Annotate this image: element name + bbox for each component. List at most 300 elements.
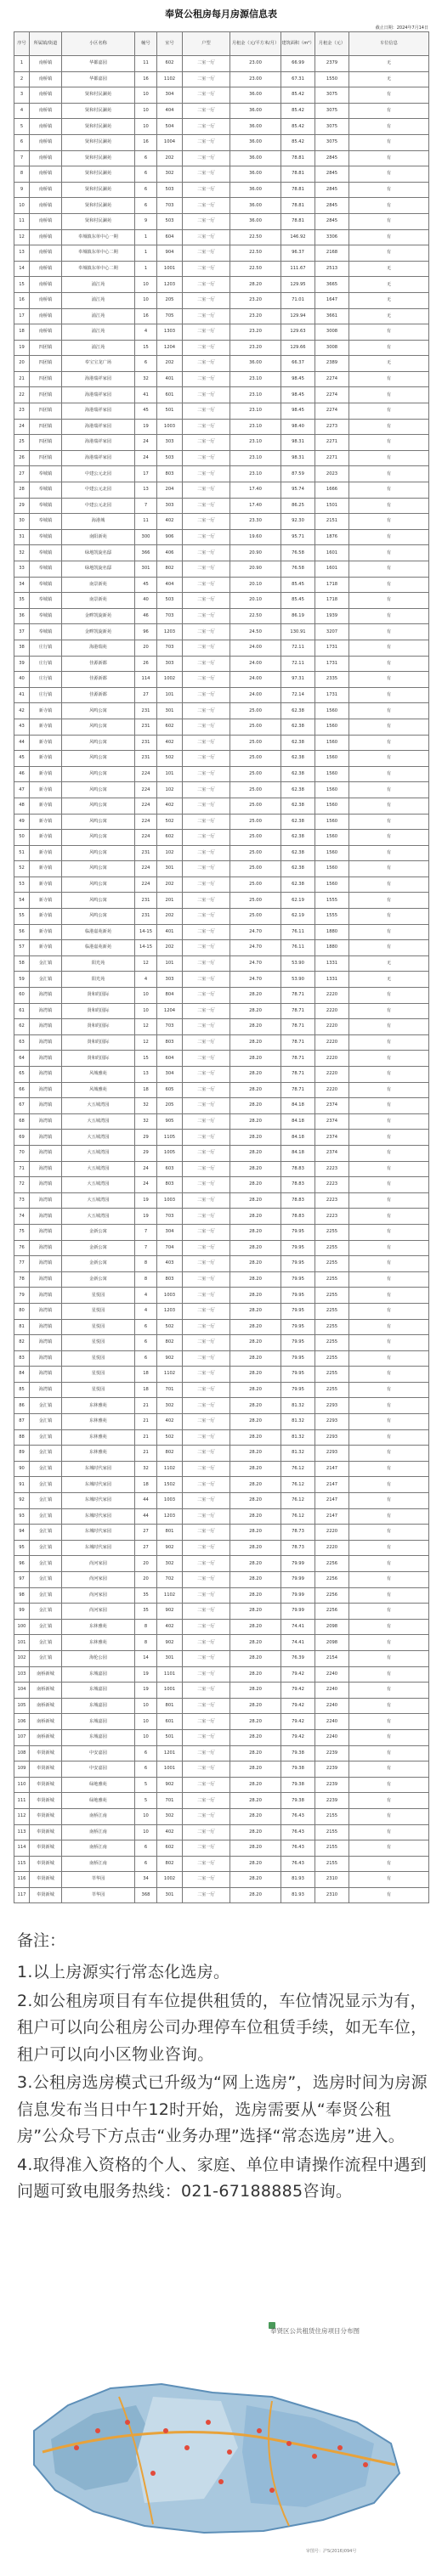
table-cell: 新寺镇 xyxy=(30,782,62,798)
table-cell: 2147 xyxy=(315,1493,349,1509)
table-cell: 502 xyxy=(157,1429,183,1446)
table-row xyxy=(14,1745,429,1761)
table-cell: 尚河家园 xyxy=(62,1572,135,1588)
table-cell: 28.20 xyxy=(230,1034,281,1051)
table-cell: 66.37 xyxy=(281,356,315,372)
table-cell: 24 xyxy=(135,435,157,451)
table-cell: 奉贤新城 xyxy=(30,1793,62,1809)
table-cell: 116 xyxy=(14,1872,30,1888)
table-cell: 2310 xyxy=(315,1887,349,1903)
table-cell: 东林雅苑 xyxy=(62,1414,135,1430)
table-cell: 2155 xyxy=(315,1824,349,1840)
table-cell: 36 xyxy=(14,608,30,624)
table-cell: 2255 xyxy=(315,1367,349,1383)
table-cell: 金汇镇 xyxy=(30,1414,62,1430)
table-cell: 金汇镇 xyxy=(30,1461,62,1477)
table-row xyxy=(14,877,429,893)
table-cell: 64 xyxy=(14,1051,30,1067)
note-item: 1.以上房源实行常态化选房。 xyxy=(17,1963,230,1981)
table-cell: 20 xyxy=(135,1556,157,1572)
table-cell: 二室一厅 xyxy=(183,1303,230,1319)
table-cell: 海湾镇 xyxy=(30,1271,62,1288)
table-cell: 无 xyxy=(349,356,429,372)
table-cell: 53 xyxy=(14,877,30,893)
table-cell: 28.20 xyxy=(230,1113,281,1130)
table-cell: 有 xyxy=(349,419,429,435)
table-cell: 金汇镇 xyxy=(30,1619,62,1635)
table-cell: 奉城镇东单中心二期 xyxy=(62,245,135,262)
table-row xyxy=(14,703,429,719)
table-cell: 21 xyxy=(14,371,30,387)
table-row xyxy=(14,56,429,72)
table-row xyxy=(14,1414,429,1430)
table-cell: 二室一厅 xyxy=(183,1793,230,1809)
table-cell: 68 xyxy=(14,1113,30,1130)
table-cell: 二室一厅 xyxy=(183,1429,230,1446)
table-cell: 97.31 xyxy=(281,672,315,688)
location-pin-icon xyxy=(218,2479,224,2484)
table-cell: 有 xyxy=(349,103,429,119)
table-cell: 6 xyxy=(135,150,157,166)
table-cell: 奉贤新城 xyxy=(30,1808,62,1824)
table-cell: 18 xyxy=(135,1477,157,1493)
table-cell: 海湾镇 xyxy=(30,1177,62,1193)
table-cell: 18 xyxy=(14,324,30,341)
table-cell: 二室一厅 xyxy=(183,514,230,530)
table-cell: 28.20 xyxy=(230,1240,281,1256)
table-cell: 南桥江南 xyxy=(62,1824,135,1840)
table-cell: 海湾镇 xyxy=(30,1240,62,1256)
table-cell: 2220 xyxy=(315,1067,349,1083)
table-cell: 金汇镇 xyxy=(30,1525,62,1541)
table-row xyxy=(14,1382,429,1398)
table-cell: 79.95 xyxy=(281,1271,315,1288)
table-cell: 74.41 xyxy=(281,1635,315,1651)
table-cell: 1331 xyxy=(315,955,349,972)
table-cell: 79.95 xyxy=(281,1240,315,1256)
table-cell: 风鸣公寓 xyxy=(62,751,135,767)
table-cell: 有 xyxy=(349,1319,429,1335)
table-row xyxy=(14,1572,429,1588)
table-cell: 98.31 xyxy=(281,450,315,466)
table-cell: 23.10 xyxy=(230,419,281,435)
table-cell: 11 xyxy=(135,514,157,530)
table-cell: 贤和村民澜苑 xyxy=(62,166,135,183)
table-cell: 奉城镇 xyxy=(30,624,62,640)
table-cell: 906 xyxy=(157,529,183,545)
table-row xyxy=(14,387,429,403)
table-cell: 奉宝宝龙广场 xyxy=(62,356,135,372)
table-cell: 231 xyxy=(135,735,157,751)
table-cell: 有 xyxy=(349,1508,429,1525)
table-row xyxy=(14,1256,429,1272)
table-cell: 二室一厅 xyxy=(183,561,230,578)
location-pin-icon xyxy=(227,2449,232,2455)
table-cell: 有 xyxy=(349,1209,429,1225)
table-cell: 6 xyxy=(135,356,157,372)
table-cell: 中建公元北园 xyxy=(62,482,135,499)
table-cell: 1002 xyxy=(157,1872,183,1888)
table-cell: 62.38 xyxy=(281,861,315,877)
table-cell: 26 xyxy=(135,656,157,672)
table-cell: 81 xyxy=(14,1319,30,1335)
table-cell: 大五城湾园 xyxy=(62,1192,135,1209)
table-cell: 231 xyxy=(135,751,157,767)
table-cell: 二室一厅 xyxy=(183,861,230,877)
table-cell: 有 xyxy=(349,988,429,1004)
table-cell: 23.10 xyxy=(230,371,281,387)
table-cell: 二室一厅 xyxy=(183,1856,230,1872)
table-cell: 2256 xyxy=(315,1587,349,1604)
table-cell: 304 xyxy=(157,87,183,104)
table-cell: 南桥镇 xyxy=(30,166,62,183)
table-cell: 奉城镇 xyxy=(30,529,62,545)
table-cell: 二室一厅 xyxy=(183,1714,230,1730)
table-cell: 10 xyxy=(135,292,157,308)
table-cell: 25.00 xyxy=(230,845,281,861)
table-cell: 36.00 xyxy=(230,119,281,135)
table-cell: 二室一厅 xyxy=(183,924,230,940)
table-cell: 东林雅苑 xyxy=(62,1398,135,1414)
table-row xyxy=(14,782,429,798)
table-cell: 28.20 xyxy=(230,1350,281,1367)
table-cell: 二室一厅 xyxy=(183,1493,230,1509)
table-cell: 海湾镇 xyxy=(30,988,62,1004)
table-cell: 71 xyxy=(14,1161,30,1177)
table-cell: 2255 xyxy=(315,1382,349,1398)
table-cell: 1560 xyxy=(315,703,349,719)
table-cell: 二室一厅 xyxy=(183,1872,230,1888)
table-cell: 802 xyxy=(157,1335,183,1351)
table-cell: 东林雅苑 xyxy=(62,1429,135,1446)
table-cell: 金新公寓 xyxy=(62,1256,135,1272)
table-cell: 二室一厅 xyxy=(183,1098,230,1114)
table-cell: 2274 xyxy=(315,403,349,420)
table-cell: 金汇镇 xyxy=(30,1477,62,1493)
table-cell: 3075 xyxy=(315,87,349,104)
table-cell: 28.20 xyxy=(230,1461,281,1477)
table-row xyxy=(14,403,429,420)
table-cell: 1204 xyxy=(157,340,183,356)
table-cell: 二室一厅 xyxy=(183,1683,230,1699)
table-row xyxy=(14,1319,429,1335)
table-cell: 有 xyxy=(349,1303,429,1319)
table-cell: 56 xyxy=(14,924,30,940)
table-cell: 奉城镇 xyxy=(30,498,62,514)
table-cell: 南桥江南 xyxy=(62,1808,135,1824)
table-row xyxy=(14,419,429,435)
table-cell: 2240 xyxy=(315,1698,349,1714)
table-cell: 802 xyxy=(157,1856,183,1872)
table-cell: 31 xyxy=(14,529,30,545)
table-cell: 东城时代家园 xyxy=(62,1508,135,1525)
table-cell: 28.20 xyxy=(230,1683,281,1699)
table-cell: 13 xyxy=(135,1067,157,1083)
table-cell: 406 xyxy=(157,545,183,561)
table-cell: 28.20 xyxy=(230,1572,281,1588)
table-cell: 73 xyxy=(14,1192,30,1209)
table-cell: 28.20 xyxy=(230,1414,281,1430)
table-cell: 86.19 xyxy=(281,608,315,624)
table-cell: 88 xyxy=(14,1429,30,1446)
table-cell: 二室一厅 xyxy=(183,1319,230,1335)
table-row xyxy=(14,1003,429,1019)
table-cell: 1001 xyxy=(157,1683,183,1699)
table-cell: 301 xyxy=(157,703,183,719)
table-cell: 23.20 xyxy=(230,340,281,356)
table-cell: 4 xyxy=(14,103,30,119)
table-cell: 大五城湾园 xyxy=(62,1177,135,1193)
table-cell: 二室一厅 xyxy=(183,1051,230,1067)
table-cell: 78.81 xyxy=(281,182,315,198)
table-cell: 502 xyxy=(157,751,183,767)
table-cell: 二室一厅 xyxy=(183,1414,230,1430)
table-cell: 2255 xyxy=(315,1319,349,1335)
table-row xyxy=(14,71,429,87)
table-cell: 四团镇 xyxy=(30,387,62,403)
table-cell: 9 xyxy=(14,182,30,198)
table-cell: 有 xyxy=(349,1729,429,1745)
table-row xyxy=(14,1540,429,1556)
table-cell: 有 xyxy=(349,893,429,909)
table-cell: 浦江苑 xyxy=(62,340,135,356)
table-cell: 2255 xyxy=(315,1303,349,1319)
table-cell: 22.50 xyxy=(230,245,281,262)
table-cell: 87 xyxy=(14,1414,30,1430)
table-cell: 84.18 xyxy=(281,1145,315,1161)
table-cell: 2155 xyxy=(315,1856,349,1872)
table-cell: 62.38 xyxy=(281,719,315,735)
table-cell: 66.99 xyxy=(281,56,315,72)
table-cell: 贤和的国际 xyxy=(62,988,135,1004)
table-cell: 72.11 xyxy=(281,640,315,656)
table-cell: 96 xyxy=(14,1556,30,1572)
table-cell: 802 xyxy=(157,561,183,578)
table-cell: 95.74 xyxy=(281,482,315,499)
table-cell: 南桥镇 xyxy=(30,261,62,277)
table-cell: 1102 xyxy=(157,1587,183,1604)
table-cell: 1939 xyxy=(315,608,349,624)
table-cell: 有 xyxy=(349,1192,429,1209)
table-cell: 28.20 xyxy=(230,1714,281,1730)
table-cell: 1876 xyxy=(315,529,349,545)
table-cell: 29 xyxy=(135,1130,157,1146)
table-cell: 96.37 xyxy=(281,245,315,262)
table-cell: 二室一厅 xyxy=(183,1887,230,1903)
table-cell: 大五城湾园 xyxy=(62,1098,135,1114)
table-cell: 有 xyxy=(349,909,429,925)
table-cell: 二室一厅 xyxy=(183,893,230,909)
table-row xyxy=(14,308,429,324)
table-cell: 2255 xyxy=(315,1224,349,1240)
table-cell: 佳源新都 xyxy=(62,656,135,672)
table-cell: 204 xyxy=(157,482,183,499)
table-cell: 81.32 xyxy=(281,1446,315,1462)
table-cell: 有 xyxy=(349,1824,429,1840)
table-cell: 35 xyxy=(14,593,30,609)
table-row xyxy=(14,1698,429,1714)
table-cell: 海湾镇 xyxy=(30,1209,62,1225)
table-cell: 25.00 xyxy=(230,766,281,782)
table-cell: 南桥镇 xyxy=(30,277,62,293)
table-cell: 27 xyxy=(135,1525,157,1541)
table-cell: 74.41 xyxy=(281,1619,315,1635)
table-cell: 40 xyxy=(14,672,30,688)
table-cell: 金汇镇 xyxy=(30,1587,62,1604)
table-cell: 66 xyxy=(14,1082,30,1098)
table-cell: 南桥新城 xyxy=(30,1666,62,1683)
table-cell: 21 xyxy=(135,1414,157,1430)
table-cell: 二室一厅 xyxy=(183,182,230,198)
table-cell: 47 xyxy=(14,782,30,798)
table-cell: 1731 xyxy=(315,687,349,703)
table-row xyxy=(14,1604,429,1620)
table-cell: 海湾镇 xyxy=(30,1288,62,1304)
table-cell: 有 xyxy=(349,1619,429,1635)
table-cell: 98.40 xyxy=(281,419,315,435)
table-cell: 海湾镇 xyxy=(30,1034,62,1051)
table-cell: 19 xyxy=(135,419,157,435)
table-cell: 28.20 xyxy=(230,1477,281,1493)
table-cell: 10 xyxy=(135,103,157,119)
table-cell: 东城嘉园 xyxy=(62,1698,135,1714)
table-cell: 29 xyxy=(135,1145,157,1161)
notes-list xyxy=(17,1959,432,2206)
table-cell: 四团镇 xyxy=(30,340,62,356)
table-cell: 24 xyxy=(135,1177,157,1193)
table-cell: 二室一厅 xyxy=(183,1335,230,1351)
table-cell: 20.90 xyxy=(230,545,281,561)
table-cell: 17 xyxy=(14,308,30,324)
table-cell: 风鸣公寓 xyxy=(62,735,135,751)
table-cell: 19 xyxy=(135,1666,157,1683)
table-cell: 36.00 xyxy=(230,182,281,198)
table-cell: 有 xyxy=(349,545,429,561)
location-pin-icon xyxy=(269,2488,275,2493)
table-row xyxy=(14,119,429,135)
table-cell: 海湾镇 xyxy=(30,1067,62,1083)
table-cell: 有 xyxy=(349,1777,429,1793)
table-cell: 41 xyxy=(14,687,30,703)
table-cell: 二室一厅 xyxy=(183,1808,230,1824)
column-header: 户型 xyxy=(183,32,230,56)
table-cell: 13 xyxy=(135,482,157,499)
table-cell: 有 xyxy=(349,1872,429,1888)
table-cell: 28.20 xyxy=(230,1130,281,1146)
table-cell: 有 xyxy=(349,924,429,940)
table-cell: 23.10 xyxy=(230,450,281,466)
table-cell: 4 xyxy=(135,324,157,341)
table-row xyxy=(14,909,429,925)
table-cell: 2256 xyxy=(315,1556,349,1572)
table-cell: 2147 xyxy=(315,1477,349,1493)
table-cell: 2220 xyxy=(315,1082,349,1098)
table-row xyxy=(14,1477,429,1493)
table-cell: 32 xyxy=(135,1098,157,1114)
table-cell: 有 xyxy=(349,751,429,767)
table-cell: 尚河家园 xyxy=(62,1587,135,1604)
table-cell: 有 xyxy=(349,1098,429,1114)
table-cell: 101 xyxy=(157,687,183,703)
table-cell: 40 xyxy=(135,593,157,609)
table-row xyxy=(14,1288,429,1304)
table-cell: 大五城湾园 xyxy=(62,1113,135,1130)
table-cell: 二室一厅 xyxy=(183,1082,230,1098)
table-cell: 602 xyxy=(157,830,183,846)
table-cell: 2374 xyxy=(315,1145,349,1161)
table-row xyxy=(14,924,429,940)
table-cell: 1003 xyxy=(157,1493,183,1509)
table-cell: 奉城镇东单中心二期 xyxy=(62,261,135,277)
table-cell: 临港嘉苑新苑 xyxy=(62,924,135,940)
table-cell: 18 xyxy=(135,1367,157,1383)
table-cell: 231 xyxy=(135,719,157,735)
table-cell: 四团镇 xyxy=(30,450,62,466)
table-cell: 1880 xyxy=(315,940,349,956)
table-cell: 76 xyxy=(14,1240,30,1256)
table-cell: 2223 xyxy=(315,1177,349,1193)
table-cell: 二室一厅 xyxy=(183,56,230,72)
table-cell: 南桥镇 xyxy=(30,213,62,229)
table-cell: 有 xyxy=(349,1177,429,1193)
table-cell: 有 xyxy=(349,1572,429,1588)
table-cell: 2379 xyxy=(315,56,349,72)
table-cell: 风鸣公寓 xyxy=(62,877,135,893)
table-cell: 2155 xyxy=(315,1840,349,1857)
table-cell: 25.00 xyxy=(230,703,281,719)
table-row xyxy=(14,735,429,751)
table-cell: 金畔凯旋新苑 xyxy=(62,624,135,640)
table-cell: 海湾镇 xyxy=(30,1350,62,1367)
table-cell: 28.20 xyxy=(230,1382,281,1398)
table-cell: 二室一厅 xyxy=(183,1256,230,1272)
table-cell: 28.20 xyxy=(230,1619,281,1635)
table-cell: 231 xyxy=(135,703,157,719)
table-row xyxy=(14,766,429,782)
table-cell: 25.00 xyxy=(230,782,281,798)
table-row xyxy=(14,1367,429,1383)
table-cell: 二室一厅 xyxy=(183,988,230,1004)
table-cell: 东城嘉园 xyxy=(62,1714,135,1730)
table-cell: 49 xyxy=(14,814,30,830)
table-cell: 风鸣公寓 xyxy=(62,909,135,925)
table-cell: 76.43 xyxy=(281,1856,315,1872)
table-cell: 金汇镇 xyxy=(30,955,62,972)
table-cell: 6 xyxy=(135,166,157,183)
table-cell: 南桥镇 xyxy=(30,71,62,87)
table-cell: 二室一厅 xyxy=(183,292,230,308)
table-cell: 902 xyxy=(157,1350,183,1367)
table-cell: 28.20 xyxy=(230,1067,281,1083)
table-cell: 2223 xyxy=(315,1192,349,1209)
table-cell: 有 xyxy=(349,1113,429,1130)
table-cell: 2220 xyxy=(315,1034,349,1051)
table-cell: 106 xyxy=(14,1714,30,1730)
table-cell: 224 xyxy=(135,877,157,893)
table-cell: 905 xyxy=(157,1113,183,1130)
table-row xyxy=(14,1098,429,1114)
table-cell: 1560 xyxy=(315,877,349,893)
table-cell: 1555 xyxy=(315,893,349,909)
table-cell: 海港瑞祥家园 xyxy=(62,435,135,451)
table-row xyxy=(14,261,429,277)
table-row xyxy=(14,1619,429,1635)
table-cell: 52 xyxy=(14,861,30,877)
table-cell: 2255 xyxy=(315,1350,349,1367)
table-cell: 二室一厅 xyxy=(183,735,230,751)
table-cell: 有 xyxy=(349,498,429,514)
table-row xyxy=(14,861,429,877)
